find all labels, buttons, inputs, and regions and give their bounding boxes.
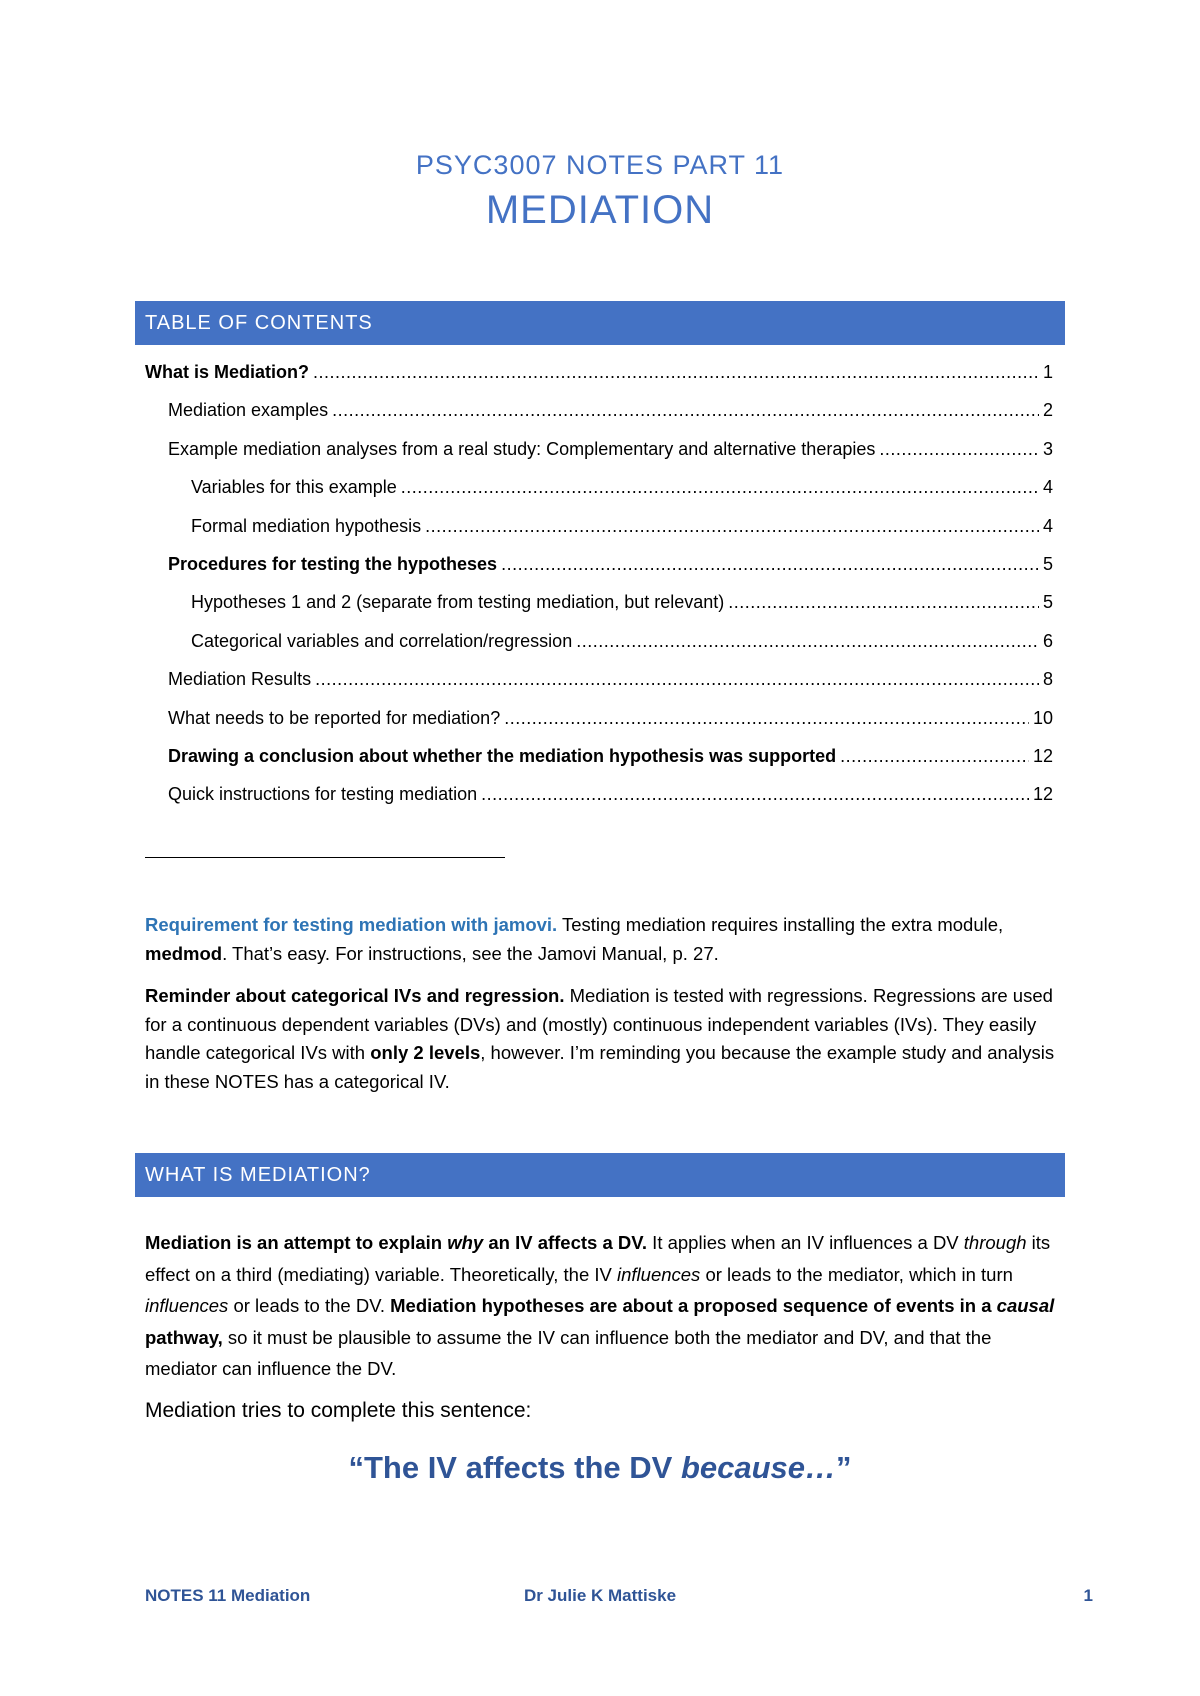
toc-entry-title: Quick instructions for testing mediation: [168, 784, 478, 805]
what-is-text: causal: [996, 1295, 1055, 1316]
toc-dot-leader: [576, 622, 1039, 660]
toc-dot-leader: [481, 775, 1029, 813]
toc-entry[interactable]: [145, 775, 1053, 813]
toc-entry-page: 1: [1042, 362, 1053, 382]
what-is-text: influences: [145, 1295, 229, 1316]
what-is-paragraph: [145, 1227, 1055, 1385]
reminder-lead: Reminder about categorical IVs and regression.: [145, 985, 565, 1006]
toc-entry-title: Procedures for testing the hypotheses: [168, 553, 498, 574]
toc-entry-page: 4: [1042, 477, 1053, 498]
topic-title: MEDIATION: [485, 188, 715, 232]
toc-entry[interactable]: [145, 430, 1053, 468]
reminder-text: Mediation is tested with regressions. Regressions are used for a continuous dependent variables (DVs) and (mostly) continuous independent variables (IVs). They easily handle categorical IVs with: [145, 985, 1053, 1063]
toc-dot-leader: [728, 583, 1039, 621]
toc-entry[interactable]: [145, 737, 1053, 775]
toc-entry-page: 5: [1042, 592, 1053, 613]
what-is-text: so it must be plausible to assume the IV can influence both the mediator and DV, and that the mediator can influence the DV.: [145, 1326, 992, 1379]
quote-italic: because…: [680, 1450, 837, 1485]
toc-heading-bar: [135, 301, 1065, 345]
toc-entry-page: 4: [1042, 515, 1053, 536]
what-is-heading-bar: [135, 1153, 1065, 1197]
what-is-text: Mediation hypotheses are about a proposed sequence of events in a: [390, 1295, 997, 1316]
toc-entry-page: 2: [1042, 400, 1053, 421]
toc-dot-leader: [332, 391, 1039, 429]
what-is-text: an IV affects a DV.: [483, 1232, 648, 1253]
toc-entry-title: Drawing a conclusion about whether the mediation hypothesis was supported: [168, 745, 837, 766]
toc-entry-title: Mediation Results: [168, 669, 312, 690]
toc-dot-leader: [879, 430, 1039, 468]
footer-center: Dr Julie K Mattiske: [523, 1586, 677, 1605]
toc-entry-title: Variables for this example: [191, 477, 397, 498]
toc-entry-page: 5: [1042, 553, 1053, 574]
toc-entry[interactable]: [145, 545, 1053, 583]
toc-dot-leader: [315, 660, 1039, 698]
requirement-text-end: . That’s easy. For instructions, see the Jamovi Manual, p. 27.: [222, 942, 719, 964]
what-is-text: It applies when an IV influences a DV: [647, 1232, 964, 1253]
toc-dot-leader: [840, 737, 1029, 775]
toc-dot-leader: [313, 353, 1039, 391]
toc-entry[interactable]: [145, 507, 1053, 545]
reminder-levels: only 2 levels: [370, 1042, 481, 1063]
what-is-heading: WHAT IS MEDIATION?: [145, 1163, 371, 1186]
quote-text: “The IV affects the DV: [348, 1450, 681, 1485]
toc-entry-title: What is Mediation?: [145, 362, 309, 382]
toc-dot-leader: [501, 545, 1039, 583]
quote-end: ”: [836, 1450, 852, 1485]
requirement-text: Testing mediation requires installing the extra module,: [557, 914, 1004, 935]
requirement-paragraph: [145, 911, 1055, 968]
reminder-text-end: , however. I’m reminding you because the example study and analysis in these NOTES has a categorical IV.: [145, 1042, 1055, 1092]
course-title: PSYC3007 NOTES PART 11: [415, 150, 785, 180]
toc-dot-leader: [425, 507, 1039, 545]
footer-page-number: 1: [1083, 1586, 1093, 1605]
toc-entry-title: What needs to be reported for mediation?: [168, 707, 501, 728]
requirement-lead: Requirement for testing mediation with jamovi.: [145, 914, 558, 935]
toc-entry[interactable]: [145, 622, 1053, 660]
toc-dot-leader: [401, 468, 1039, 506]
toc-dot-leader: [504, 699, 1029, 737]
what-is-text: influences: [617, 1263, 701, 1285]
toc-entry[interactable]: [145, 468, 1053, 506]
toc-entry-title: Categorical variables and correlation/regression: [191, 630, 573, 651]
toc-entry-page: 8: [1042, 669, 1053, 690]
toc-entry[interactable]: [145, 583, 1053, 621]
toc-heading: TABLE OF CONTENTS: [145, 311, 373, 334]
what-is-text: its effect on a third (mediating) variable. Theoretically, the IV: [145, 1232, 1051, 1285]
toc-entry-title: Mediation examples: [168, 400, 329, 421]
what-is-text: pathway,: [145, 1326, 223, 1348]
toc-entry-page: 3: [1042, 438, 1053, 459]
table-of-contents: [145, 353, 1053, 814]
toc-entry-page: 12: [1032, 745, 1053, 766]
because-quote: [0, 1450, 1200, 1486]
toc-entry-page: 10: [1032, 707, 1053, 728]
sentence-intro: Mediation tries to complete this sentence:: [145, 1399, 532, 1422]
toc-entry-title: Formal mediation hypothesis: [191, 515, 422, 536]
module-name: medmod: [145, 942, 223, 964]
footer-left: NOTES 11 Mediation: [145, 1586, 311, 1605]
toc-entry[interactable]: [145, 353, 1053, 391]
what-is-text: or leads to the mediator, which in turn: [700, 1263, 1013, 1285]
what-is-text: through: [963, 1232, 1027, 1253]
toc-entry[interactable]: [145, 699, 1053, 737]
toc-entry-title: Hypotheses 1 and 2 (separate from testing mediation, but relevant): [191, 592, 725, 613]
toc-entry-page: 6: [1042, 630, 1053, 651]
what-is-text: Mediation is an attempt to explain: [145, 1232, 448, 1253]
toc-entry-title: Example mediation analyses from a real study: Complementary and alternative therapies: [168, 438, 876, 459]
toc-entry-page: 12: [1032, 784, 1053, 805]
what-is-text: why: [447, 1232, 484, 1253]
what-is-text: or leads to the DV.: [228, 1295, 391, 1316]
toc-entry[interactable]: [145, 660, 1053, 698]
divider-line: [145, 857, 505, 858]
reminder-paragraph: [145, 982, 1055, 1096]
toc-entry[interactable]: [145, 391, 1053, 429]
